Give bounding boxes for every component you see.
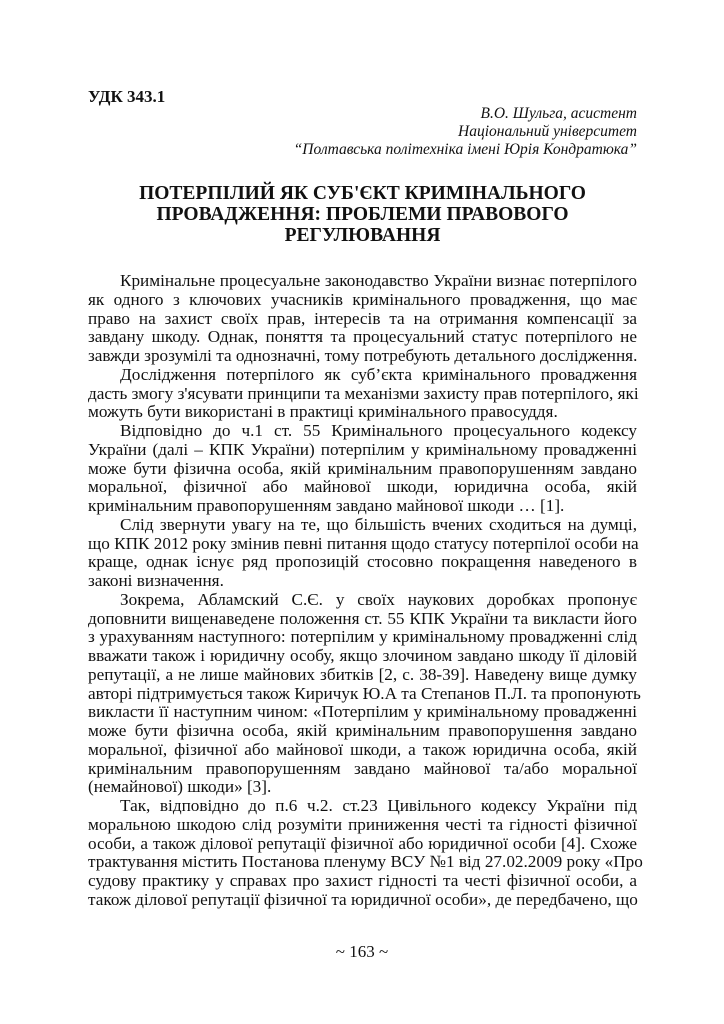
text-line: моральної, фізичної або майнової шкоди, а також юридична особа, якій xyxy=(88,739,637,759)
article-body xyxy=(88,271,643,910)
text-line: моральної, фізичної або майнової шкоди, юридична особа, якій xyxy=(88,477,637,497)
paragraph xyxy=(88,796,643,910)
text-line: репутації, а не лише майнових збитків [2, с. 38-39]. Наведену вище думку xyxy=(88,664,637,684)
text-line: Відповідно до ч.1 ст. 55 Кримінального процесуального кодексу xyxy=(120,421,637,440)
text-line: як одного з ключових учасників кримінального провадження, що має xyxy=(88,289,637,309)
text-line: Дослідження потерпілого як суб’єкта кримінального провадження xyxy=(120,364,637,384)
text-line: Зокрема, Абламский С.Є. у своїх наукових доробках пропонує xyxy=(120,589,637,609)
text-line: (немайнової) шкоди» [3]. xyxy=(88,777,272,797)
text-line: Кримінальне процесуальне законодавство України визнає потерпілого xyxy=(120,271,637,290)
author-institution: “Полтавська політехніка імені Юрія Кондратюка” xyxy=(293,141,637,158)
text-line: що КПК 2012 року змінив певні питання щодо статусу потерпілої особи на xyxy=(88,533,639,553)
text-line: також ділової репутації фізичної та юридичної особи», де передбачено, що xyxy=(88,889,638,909)
text-line: Слід звернути увагу на те, що більшість вчених сходиться на думці, xyxy=(120,514,637,534)
text-line: можуть бути використані в практиці кримінального правосуддя. xyxy=(88,402,558,422)
paragraph xyxy=(88,272,637,366)
text-line: завдану шкоду. Однак, поняття та процесуальний статус потерпілого не xyxy=(88,327,637,347)
title-line: РЕГУЛЮВАННЯ xyxy=(284,225,441,246)
text-line: дасть змогу з'ясувати принципи та механізми захисту прав потерпілого, які xyxy=(88,383,639,403)
paragraph xyxy=(88,366,637,422)
text-line: Так, відповідно до п.6 ч.2. ст.23 Цивільного кодексу України під xyxy=(120,796,637,815)
paragraph xyxy=(88,516,637,591)
text-line: України (далі – КПК України) потерпілим у кримінальному провадженні xyxy=(88,439,637,459)
udk-code: УДК 343.1 xyxy=(88,87,166,106)
text-line: авторі підтримується також Киричук Ю.А та Степанов П.Л. та пропонують xyxy=(88,683,641,703)
paragraph xyxy=(88,422,637,516)
title-line: ПРОВАДЖЕННЯ: ПРОБЛЕМИ ПРАВОВОГО xyxy=(156,204,569,225)
text-line: може бути фізична особа, якій кримінальним правопорушенням завдано xyxy=(88,458,637,478)
author-block xyxy=(294,105,637,159)
text-line: з урахуванням наступного: потерпілим у кримінальному провадженні слід xyxy=(88,627,637,647)
text-line: викласти її наступним чином: «Потерпілим у кримінальному провадженні xyxy=(88,702,637,722)
text-line: законі визначення. xyxy=(88,571,224,590)
text-line: судову практику у справах про захист гідності та честі фізичної особи, а xyxy=(88,871,637,890)
text-line: завжди зрозумілі та однозначні, тому потребують детального дослідження. xyxy=(88,346,638,365)
text-line: кримінальним правопорушенням завдано майнової шкоди … [1]. xyxy=(88,496,565,515)
text-line: доповнити вищенаведене положення ст. 55 КПК України та викласти його xyxy=(88,608,637,628)
text-line: кримінальним правопорушенням завдано майнової та/або моральної xyxy=(88,758,637,778)
paragraph xyxy=(88,589,641,797)
article-title xyxy=(88,183,637,246)
text-line: особи, а також ділової репутації фізичної або юридичної особи [4]. Схоже xyxy=(88,833,637,853)
author-affiliation: Національний університет xyxy=(458,123,637,140)
text-line: право на захист своїх прав, інтересів та на отримання компенсації за xyxy=(88,308,637,328)
page-number: ~ 163 ~ xyxy=(335,942,389,961)
title-line: ПОТЕРПІЛИЙ ЯК СУБ'ЄКТ КРИМІНАЛЬНОГО xyxy=(139,183,586,204)
text-line: може бути фізична особа, якій кримінальним правопорушення завдано xyxy=(88,721,637,740)
text-line: трактування містить Постанова пленуму ВСУ №1 від 27.02.2009 року «Про xyxy=(88,852,643,872)
text-line: краще, однак існує ряд пропозицій стосовно покращення наведеного в xyxy=(88,552,637,572)
text-line: вважати також і юридичну особу, якщо злочином завдано шкоду її діловій xyxy=(88,646,637,665)
text-line: моральною шкодою слід розуміти приниження честі та гідності фізичної xyxy=(88,814,637,834)
author-name: В.О. Шульга, асистент xyxy=(480,105,637,122)
